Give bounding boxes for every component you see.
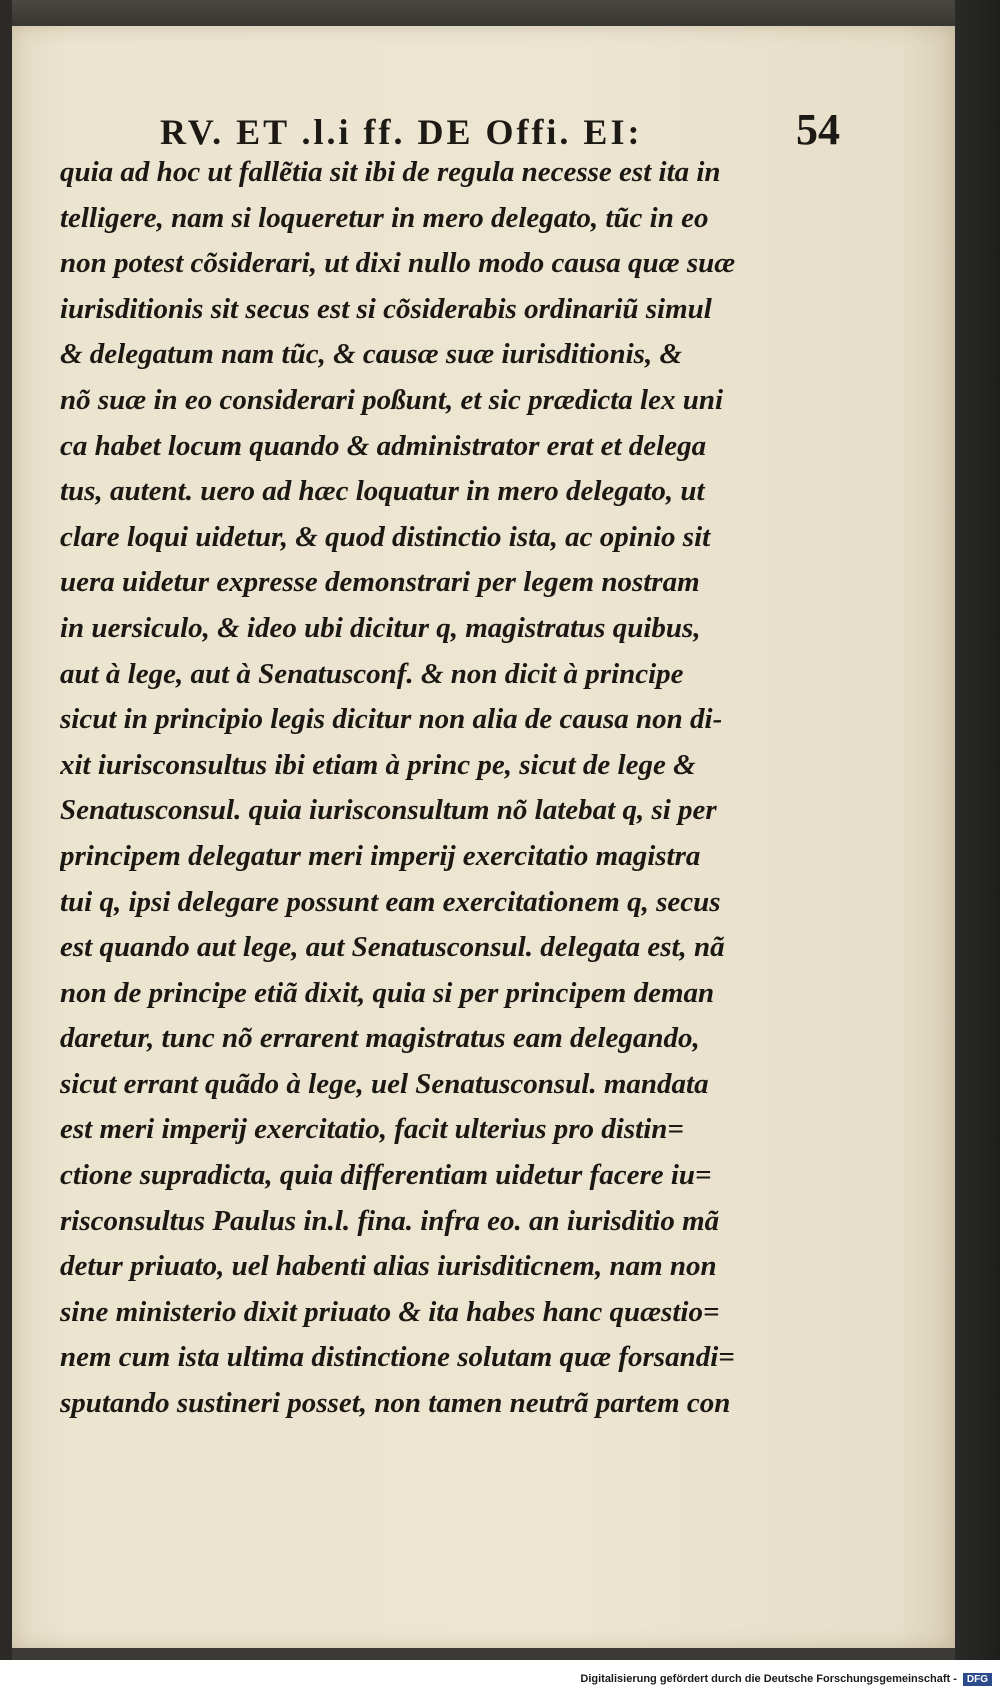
- text-line: detur priuato, uel habenti alias iurisditicnem, nam non: [60, 1250, 717, 1283]
- dfg-logo: DFG: [963, 1673, 992, 1686]
- scan-background-right: [955, 0, 1000, 1660]
- funding-credit: Digitalisierung gefördert durch die Deutsche Forschungsgemeinschaft -: [580, 1673, 957, 1685]
- text-line: clare loqui uidetur, & quod distinctio ista, ac opinio sit: [60, 520, 711, 553]
- text-line: iurisditionis sit secus est si cõsiderabis ordinariũ simul: [60, 292, 712, 325]
- running-head: RV. ET .l.i ff. DE Offi. EI:: [160, 112, 643, 152]
- text-line: nõ suæ in eo considerari poßunt, et sic prædicta lex uni: [60, 383, 724, 416]
- text-line: risconsultus Paulus in.l. fina. infra eo. an iurisditio mã: [60, 1204, 720, 1237]
- page-header: [160, 104, 840, 154]
- text-line: ctione supradicta, quia differentiam uidetur facere iu=: [60, 1159, 712, 1192]
- text-line: sputando sustineri posset, non tamen neutrã partem con: [60, 1387, 731, 1420]
- text-line: sicut errant quãdo à lege, uel Senatusconsul. mandata: [60, 1067, 709, 1100]
- text-line: telligere, nam si loqueretur in mero delegato, tũc in eo: [60, 201, 709, 234]
- text-line: ca habet locum quando & administrator erat et delega: [60, 429, 707, 462]
- text-line: est quando aut lege, aut Senatusconsul. delegata est, nã: [60, 931, 725, 964]
- text-line: tus, autent. uero ad hæc loquatur in mero delegato, ut: [60, 475, 705, 508]
- body-text: [60, 150, 845, 1427]
- text-line: & delegatum nam tũc, & causæ suæ iurisditionis, &: [60, 338, 682, 371]
- text-line: est meri imperij exercitatio, facit ulterius pro distin=: [60, 1113, 684, 1146]
- text-line: uera uidetur expresse demonstrari per legem nostram: [60, 566, 700, 599]
- text-line: sine ministerio dixit priuato & ita habes hanc quæstio=: [60, 1295, 720, 1328]
- text-line: in uersiculo, & ideo ubi dicitur q, magistratus quibus,: [60, 611, 701, 644]
- text-line: tui q, ipsi delegare possunt eam exercitationem q, secus: [60, 885, 721, 918]
- text-line: quia ad hoc ut fallẽtia sit ibi de regula necesse est ita in: [60, 156, 721, 188]
- text-line: principem delegatur meri imperij exercitatio magistra: [60, 839, 701, 872]
- page-number: 54: [796, 105, 840, 154]
- text-line: non potest cõsiderari, ut dixi nullo modo causa quæ suæ: [60, 247, 736, 280]
- digitization-footer: [0, 1660, 1000, 1698]
- text-line: aut à lege, aut à Senatusconf. & non dicit à principe: [60, 657, 684, 690]
- text-line: Senatusconsul. quia iurisconsultum nõ latebat q, si per: [60, 794, 717, 827]
- text-line: sicut in principio legis dicitur non alia de causa non di-: [60, 703, 723, 736]
- text-line: non de principe etiã dixit, quia si per principem deman: [60, 976, 715, 1009]
- text-line: daretur, tunc nõ errarent magistratus eam delegando,: [60, 1022, 700, 1055]
- text-line: xit iurisconsultus ibi etiam à princ pe, sicut de lege &: [60, 748, 696, 781]
- text-line: nem cum ista ultima distinctione solutam quæ forsandi=: [60, 1341, 735, 1374]
- scan-background-left: [0, 0, 12, 1660]
